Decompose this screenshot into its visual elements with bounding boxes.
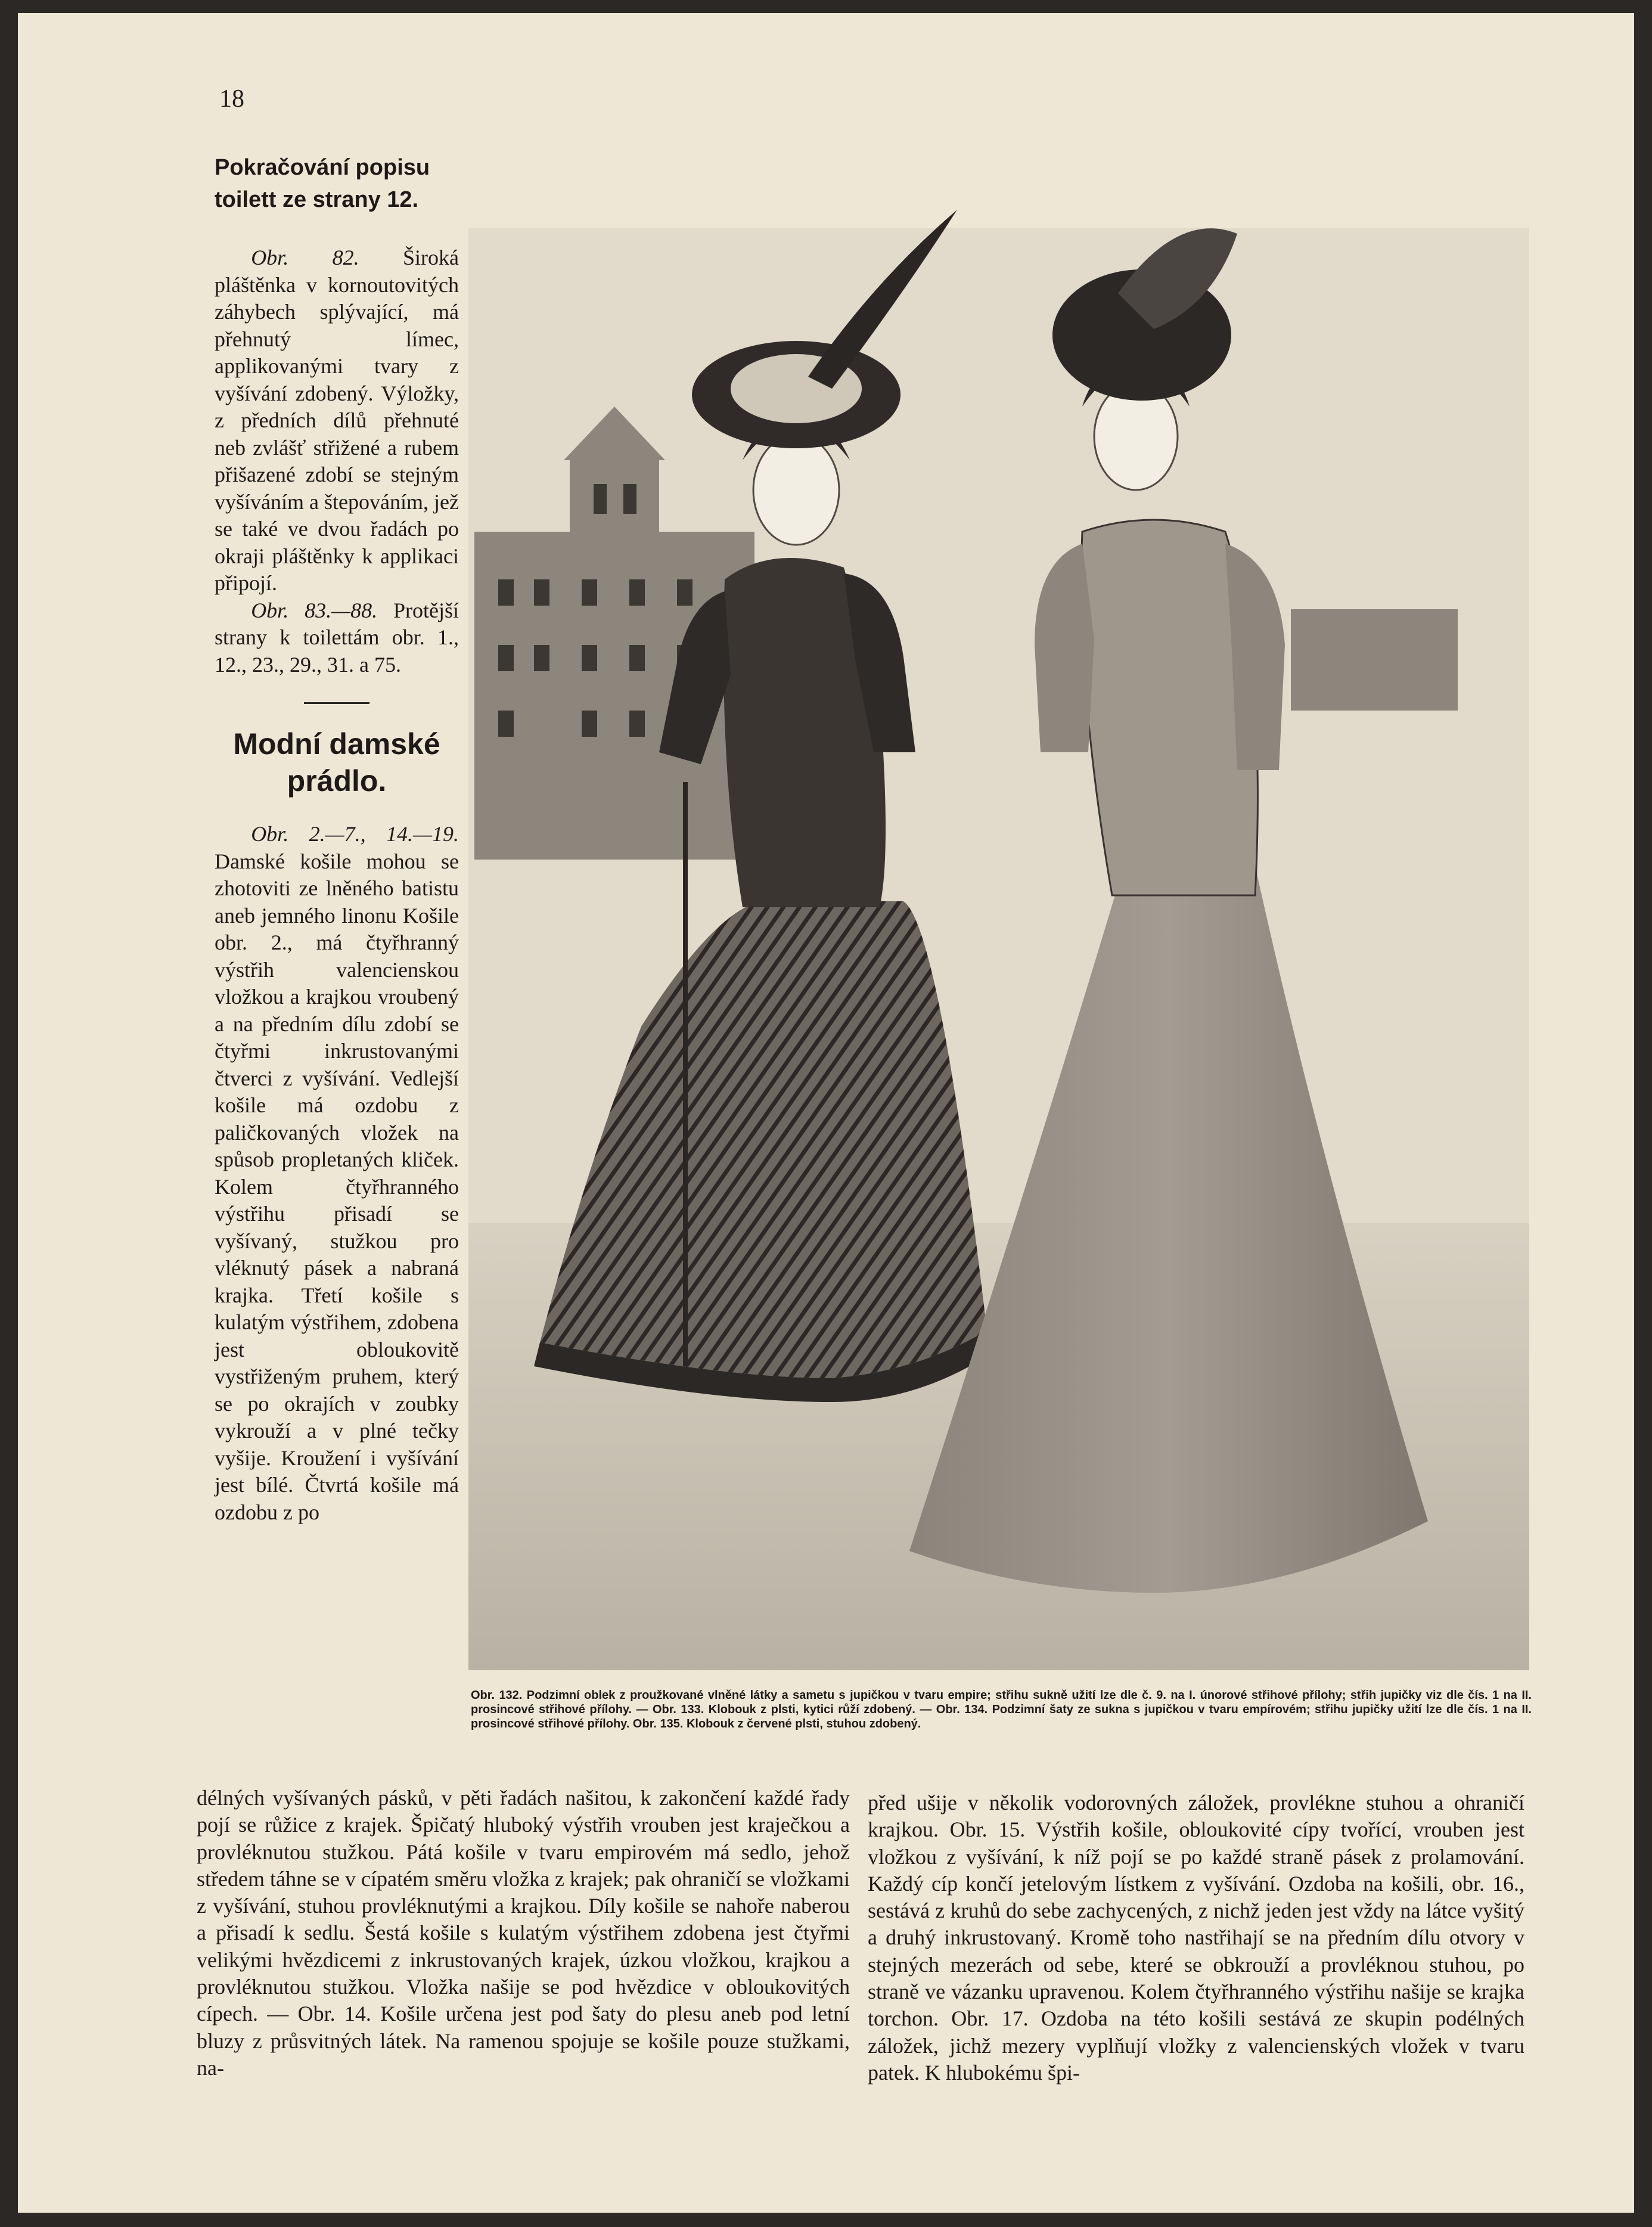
page-number: 18 xyxy=(219,85,244,113)
left-text-column xyxy=(215,151,459,1526)
continuation-heading: Pokračování popisu toilett ze strany 12. xyxy=(215,155,430,212)
fashion-illustration xyxy=(462,150,1535,1682)
paragraph-text: Damské košile mohou se zhotoviti ze lněného batistu aneb jemného linonu Košile obr. 2., má čtyřhranný výstřih valencienskou vložkou a krajkou vroubený a na předním dílu zdobí se čtyřmi inkrustovanými čtverci z vyšívání. Vedlejší košile má ozdobu z paličkovaných vložek na spůsob propletaných kliček. Kolem čtyřhranného výstřihu přisadí se vyšívaný, stužkou pro vléknutý pásek a nabraná krajka. Třetí košile s kulatým výstřihem, zdobena jest obloukovitě vystřiženým pruhem, který se po okrajích v zoubky vykrouží a v plné tečky vyšije. Kroužení i vyšívání jest bílé. Čtvrtá košile má ozdobu z po xyxy=(215,849,459,1524)
figure-ref: Obr. 83.—88. xyxy=(251,598,378,622)
bottom-right-text-column xyxy=(868,1789,1524,2086)
paragraph-fig82 xyxy=(215,244,459,597)
paragraph-fig2 xyxy=(215,821,459,1526)
figure-caption: Obr. 132. Podzimní oblek z proužkované vlněné látky a sametu s jupičkou v tvaru empire; střihu sukně užití lze dle č. 9. na I. únorové střihové přílohy; střih jupičky viz dle čís. 1 na II. prosincové střihové přílohy. — Obr. 133. Klobouk z plsti, kytici růží zdobený. — Obr. 134. Podzimní šaty ze sukna s jupičkou v tvaru empírovém; střihu jupičky užití lze dle čís. 1 na II. prosincové střihové přílohy. Obr. 135. Klobouk z červené plsti, stuhou zdobený. xyxy=(471,1689,1532,1730)
paragraph-text: Protější strany k toilettám obr. 1., 12., 23., 29., 31. a 75. xyxy=(215,598,459,677)
bottom-left-text-column xyxy=(197,1785,850,2082)
paragraph-text: před ušije v několik vodorovných záložek, provlékne stuhou a ohraničí krajkou. Obr. 15. Výstřih košile, obloukovité cípy tvořící, vrouben jest vložkou z vyšívání, k níž pojí se po každé straně pásek z prolamování. Každý cíp končí jetelovým lístkem z vyšívání. Ozdoba na košili, obr. 16., sestává z kruhů do sebe zachycených, z nichž jeden jest vždy na látce vyšitý a druhý inkrustovaný. Kromě toho nastřihají se na předním dílu otvory v stejných mezerách od sebe, které se obkrouží a provléknou stuhou, po straně ve vázanku upravenou. Kolem čtyřhranného výstřihu našije se krajka torchon. Obr. 17. Ozdoba na této košili sestává ze skupin podélných záložek, jichž mezery vyplňují vložky z valencienských vložek v tvaru patek. K hlubokému špi- xyxy=(868,1791,1524,2085)
paragraph-fig83 xyxy=(215,597,459,679)
section-divider xyxy=(304,702,369,704)
section-heading: Modní damské prádlo. xyxy=(233,727,440,798)
paragraph-text: délných vyšívaných pásků, v pěti řadách našitou, k zakončení každé řady pojí se růžice z krajek. Špičatý hluboký výstřih vrouben jest kraječkou a provléknutou stužkou. Pátá košile v tvaru empirovém má sedlo, jehož středem táhne se v cípatém směru vložka z krajek; pak ohraničí se vložkami z vyšívání, stuhou provléknutými a krajkou. Díly košile se nahoře naberou a přisadí k sedlu. Šestá košile s kulatým výstřihem zdobena jest čtyřmi velikými hvězdicemi z inkrustovaných krajek, úzkou vložkou, krajkou a provléknutou stužkou. Vložka našije se pod hvězdice v obloukovitých cípech. — Obr. 14. Košile určena jest pod šaty do plesu aneb pod letní bluzy z průsvitných látek. Na ramenou spojuje se košile pouze stužkami, na- xyxy=(197,1786,850,2080)
figure-ref: Obr. 82. xyxy=(251,246,359,269)
paragraph-text: Široká pláštěnka v kornoutovitých záhybech splývající, má přehnutý límec, applikovanými tvary z vyšívání zdobený. Výložky, z předních dílů přehnuté neb zvlášť střižené a rubem přišazené zdobí se stejným vyšíváním a štepováním, jež se také ve dvou řadách po okraji pláštěnky k applikaci připojí. xyxy=(215,246,459,595)
magazine-page xyxy=(18,13,1634,2213)
figure-ref: Obr. 2.—7., 14.—19. xyxy=(251,822,459,846)
